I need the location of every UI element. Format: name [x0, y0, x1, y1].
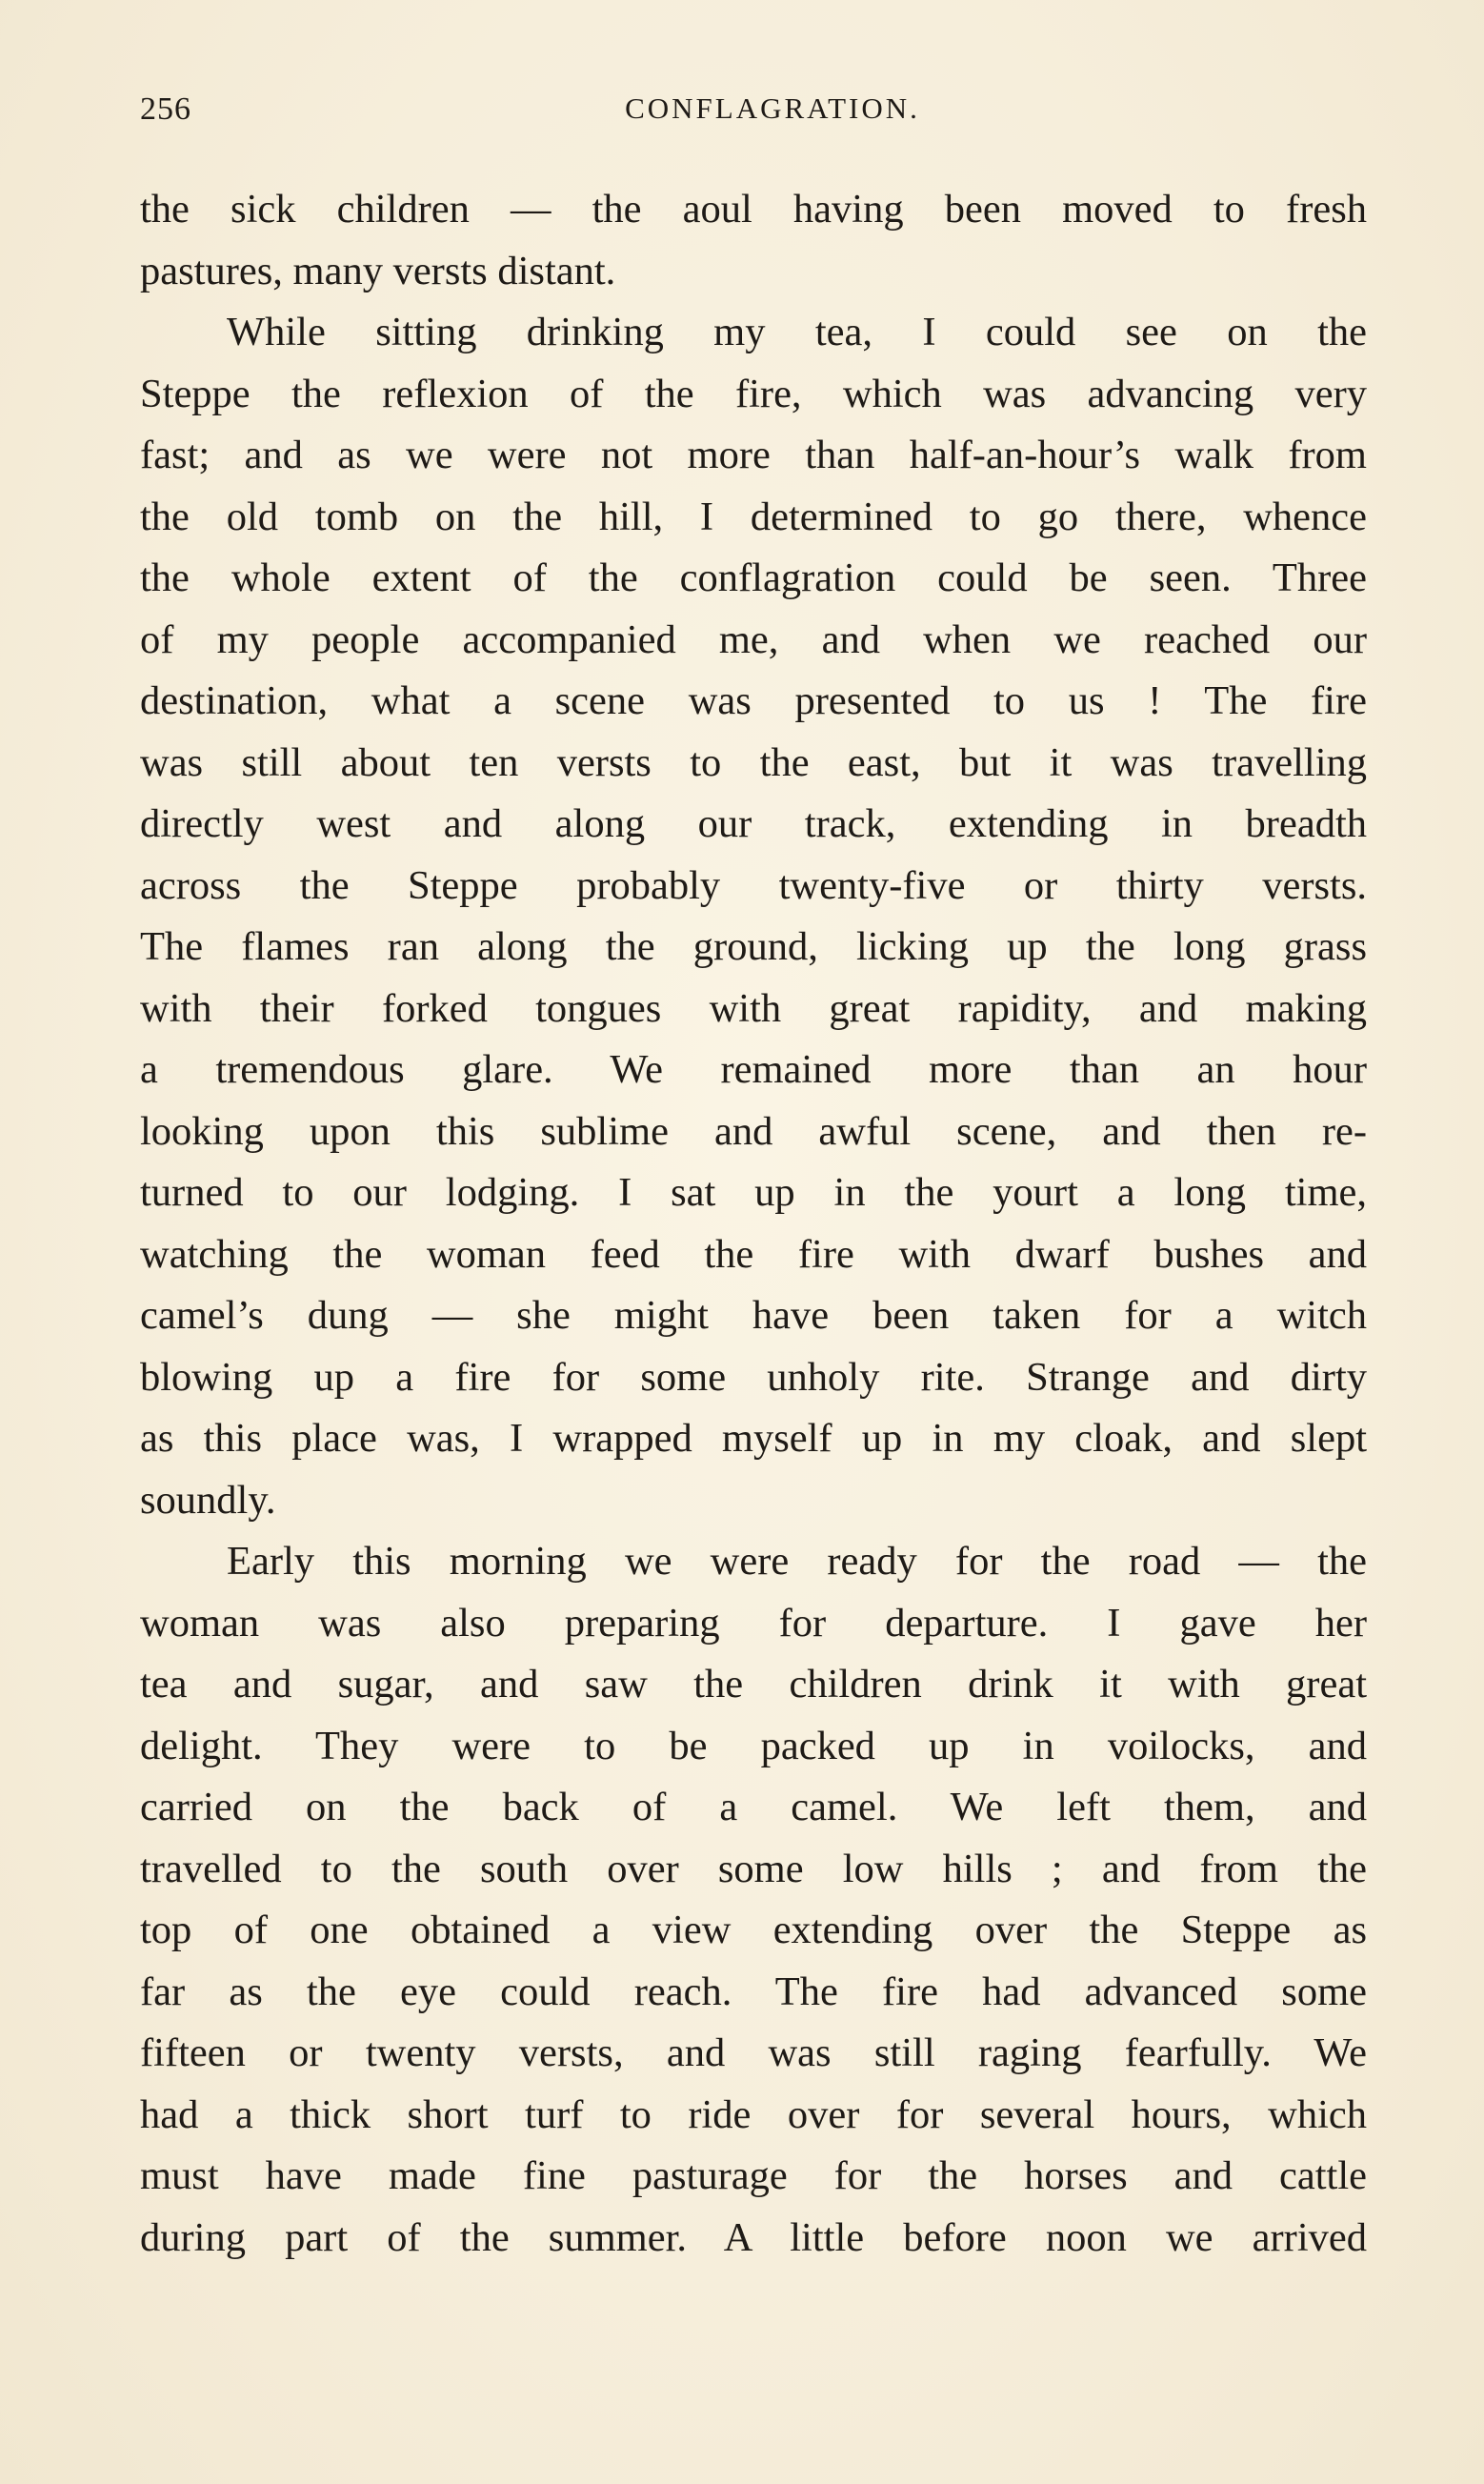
text-line: carried on the back of a camel. We left them, and	[140, 1785, 1367, 1829]
page-header	[140, 91, 1367, 139]
text-line: Early this morning we were ready for the road — the	[227, 1539, 1367, 1584]
text-line: fast; and as we were not more than half-an-hour’s walk from	[140, 433, 1367, 477]
text-line: turned to our lodging. I sat up in the yourt a long time,	[140, 1170, 1367, 1215]
text-line: with their forked tongues with great rapidity, and making	[140, 985, 1367, 1031]
text-line: was still about ten versts to the east, but it was travelling	[140, 739, 1367, 785]
text-line: had a thick short turf to ride over for several hours, which	[140, 2091, 1367, 2137]
body-text	[140, 179, 1367, 2269]
text-line: The flames ran along the ground, licking up the long grass	[140, 924, 1367, 969]
text-line: delight. They were to be packed up in voilocks, and	[140, 1723, 1367, 1768]
text-line: watching the woman feed the fire with dwarf bushes and	[140, 1231, 1367, 1277]
text-line: during part of the summer. A little before noon we arrived	[140, 2214, 1367, 2260]
text-line: tea and sugar, and saw the children drink it with great	[140, 1662, 1367, 1706]
text-line: pastures, many versts distant.	[140, 248, 616, 293]
text-line: While sitting drinking my tea, I could see on the	[227, 310, 1367, 354]
text-line: directly west and along our track, extending in breadth	[140, 801, 1367, 846]
running-head: CONFLAGRATION.	[625, 91, 920, 125]
text-line: must have made fine pasturage for the horses and cattle	[140, 2153, 1367, 2198]
text-line: looking upon this sublime and awful scene, and then re-	[140, 1108, 1367, 1154]
text-line: the old tomb on the hill, I determined to go there, whence	[140, 494, 1367, 539]
text-line: woman was also preparing for departure. I gave her	[140, 1600, 1367, 1646]
text-line: fifteen or twenty versts, and was still raging fearfully. We	[140, 2030, 1367, 2075]
text-line: as this place was, I wrapped myself up in my cloak, and slept	[140, 1416, 1367, 1461]
text-line: the whole extent of the conflagration could be seen. Three	[140, 555, 1367, 600]
text-line: travelled to the south over some low hills ; and from the	[140, 1846, 1367, 1891]
text-line: across the Steppe probably twenty-five or thirty versts.	[140, 862, 1367, 908]
text-line: Steppe the reflexion of the fire, which was advancing very	[140, 371, 1367, 416]
text-line: of my people accompanied me, and when we reached our	[140, 616, 1367, 662]
text-line: blowing up a fire for some unholy rite. Strange and dirty	[140, 1354, 1367, 1400]
text-line: far as the eye could reach. The fire had advanced some	[140, 1969, 1367, 2014]
text-line: camel’s dung — she might have been taken for a witch	[140, 1293, 1367, 1338]
text-line: destination, what a scene was presented to us ! The fire	[140, 678, 1367, 723]
text-line: the sick children — the aoul having been moved to fresh	[140, 187, 1367, 232]
text-line: top of one obtained a view extending over the Steppe as	[140, 1908, 1367, 1952]
page-number: 256	[140, 91, 191, 127]
text-line: a tremendous glare. We remained more than an hour	[140, 1047, 1367, 1092]
text-line: soundly.	[140, 1477, 276, 1523]
